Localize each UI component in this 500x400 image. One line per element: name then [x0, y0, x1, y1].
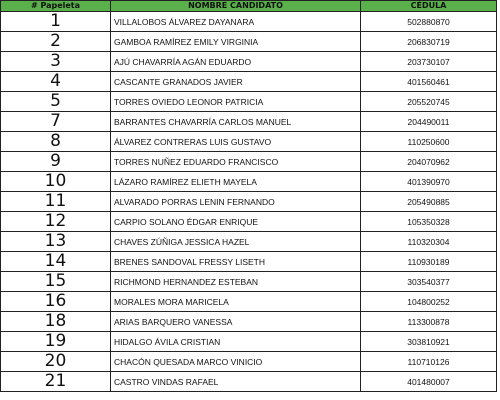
cedula-cell: 303540377 — [361, 272, 497, 292]
cedula-cell: 205520745 — [361, 92, 497, 112]
cedula-cell: 110710126 — [361, 352, 497, 372]
table-row — [1, 92, 497, 112]
candidate-name-cell: VILLALOBOS ÁLVAREZ DAYANARA — [111, 12, 361, 32]
papeleta-cell: 13 — [1, 232, 111, 252]
papeleta-cell: 20 — [1, 352, 111, 372]
table-row — [1, 372, 497, 392]
cedula-cell: 204490011 — [361, 112, 497, 132]
papeleta-cell: 5 — [1, 92, 111, 112]
table-row — [1, 272, 497, 292]
papeleta-cell: 8 — [1, 132, 111, 152]
papeleta-cell: 11 — [1, 192, 111, 212]
candidate-name-cell: ÁLVAREZ CONTRERAS LUIS GUSTAVO — [111, 132, 361, 152]
table-row — [1, 112, 497, 132]
cedula-cell: 110250600 — [361, 132, 497, 152]
papeleta-cell: 1 — [1, 12, 111, 32]
cedula-cell: 303810921 — [361, 332, 497, 352]
cedula-cell: 206830719 — [361, 32, 497, 52]
candidate-name-cell: LÁZARO RAMÍREZ ELIETH MAYELA — [111, 172, 361, 192]
table-row — [1, 12, 497, 32]
table-row — [1, 252, 497, 272]
candidate-name-cell: CHAVES ZÚÑIGA JESSICA HAZEL — [111, 232, 361, 252]
table-row — [1, 192, 497, 212]
header-nombre-candidato: NOMBRE CANDIDATO — [111, 1, 361, 12]
cedula-cell: 502880870 — [361, 12, 497, 32]
candidate-name-cell: AJÚ CHAVARRÍA AGÁN EDUARDO — [111, 52, 361, 72]
cedula-cell: 401390970 — [361, 172, 497, 192]
papeleta-cell: 2 — [1, 32, 111, 52]
papeleta-cell: 15 — [1, 272, 111, 292]
table-row — [1, 332, 497, 352]
candidate-name-cell: BRENES SANDOVAL FRESSY LISETH — [111, 252, 361, 272]
papeleta-cell: 12 — [1, 212, 111, 232]
table-row — [1, 32, 497, 52]
papeleta-cell: 14 — [1, 252, 111, 272]
papeleta-cell: 10 — [1, 172, 111, 192]
candidate-name-cell: TORRES NUÑEZ EDUARDO FRANCISCO — [111, 152, 361, 172]
papeleta-cell: 18 — [1, 312, 111, 332]
cedula-cell: 205490885 — [361, 192, 497, 212]
table-row — [1, 172, 497, 192]
candidate-name-cell: MORALES MORA MARICELA — [111, 292, 361, 312]
candidate-name-cell: CASTRO VINDAS RAFAEL — [111, 372, 361, 392]
table-row — [1, 352, 497, 372]
papeleta-cell: 9 — [1, 152, 111, 172]
cedula-cell: 401560461 — [361, 72, 497, 92]
candidate-name-cell: CARPIO SOLANO ÉDGAR ENRIQUE — [111, 212, 361, 232]
papeleta-cell: 19 — [1, 332, 111, 352]
candidate-name-cell: ALVARADO PORRAS LENIN FERNANDO — [111, 192, 361, 212]
table-row — [1, 152, 497, 172]
table-row — [1, 52, 497, 72]
papeleta-cell: 3 — [1, 52, 111, 72]
cedula-cell: 105350328 — [361, 212, 497, 232]
cedula-cell: 104800252 — [361, 292, 497, 312]
cedula-cell: 204070962 — [361, 152, 497, 172]
cedula-cell: 113300878 — [361, 312, 497, 332]
table-row — [1, 292, 497, 312]
header-papeleta: # Papeleta — [1, 1, 111, 12]
cedula-cell: 110320304 — [361, 232, 497, 252]
candidate-name-cell: ARIAS BARQUERO VANESSA — [111, 312, 361, 332]
header-cedula: CÉDULA — [361, 1, 497, 12]
cedula-cell: 110930189 — [361, 252, 497, 272]
cedula-cell: 203730107 — [361, 52, 497, 72]
papeleta-cell: 21 — [1, 372, 111, 392]
candidate-name-cell: BARRANTES CHAVARRÍA CARLOS MANUEL — [111, 112, 361, 132]
candidate-name-cell: CASCANTE GRANADOS JAVIER — [111, 72, 361, 92]
table-row — [1, 312, 497, 332]
table-row — [1, 232, 497, 252]
papeleta-cell: 4 — [1, 72, 111, 92]
candidate-name-cell: CHACÓN QUESADA MARCO VINICIO — [111, 352, 361, 372]
candidate-name-cell: GAMBOA RAMÍREZ EMILY VIRGINIA — [111, 32, 361, 52]
candidate-name-cell: TORRES OVIEDO LEONOR PATRICIA — [111, 92, 361, 112]
cedula-cell: 401480007 — [361, 372, 497, 392]
table-row — [1, 212, 497, 232]
header-row — [1, 1, 497, 12]
table-body — [1, 12, 497, 392]
papeleta-cell: 16 — [1, 292, 111, 312]
candidate-name-cell: RICHMOND HERNANDEZ ESTEBAN — [111, 272, 361, 292]
table-row — [1, 132, 497, 152]
candidate-name-cell: HIDALGO ÁVILA CRISTIAN — [111, 332, 361, 352]
table-row — [1, 72, 497, 92]
papeleta-cell: 7 — [1, 112, 111, 132]
